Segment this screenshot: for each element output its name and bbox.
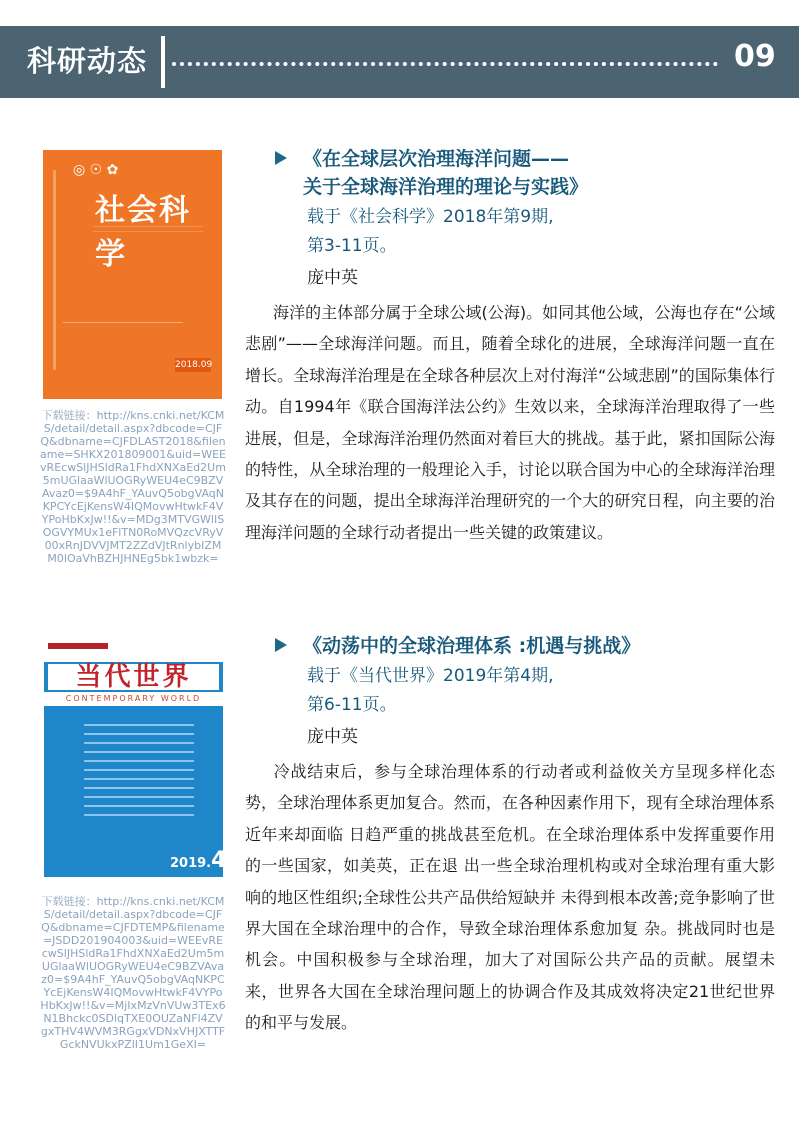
cover-year-tag: 2018.09 (175, 360, 213, 370)
article-title: 《在全球层次治理海洋问题—— 关于全球海洋治理的理论与实践》 (245, 145, 775, 201)
cover-masthead: 当代世界 (48, 664, 219, 690)
cover-english-title: CONTEMPORARY WORLD (44, 692, 223, 706)
article-abstract: 海洋的主体部分属于全球公域(公海)。如同其他公域，公海也存在“公域悲剧”——全球海洋问题。而且，随着全球化的进展，全球海洋问题一直在增长。全球海洋治理是在全球各种层次上对付海洋“公域悲剧”的国际集体行动。自1994年《联合国海洋法公约》生效以来，全球海洋治理取得了一些进展，但是，全球海洋治理仍然面对着巨大的挑战。基于此，紧扣国际公海的特性，从全球治理的一般理论入手，讨论以联合国为中心的全球海洋治理及其存在的问题，提出全球海洋治理研究的一个大的研究日程，向主要的治理海洋问题的全球行动者提出一些关键的政策建议。 (245, 303, 775, 542)
section-title: 科研动态 (27, 44, 148, 78)
page-header (0, 26, 799, 98)
download-link[interactable]: 下载链接：http://kns.cnki.net/KCMS/detail/detail.aspx?dbcode=CJFQ&dbname=CJFDTEMP&filename=JSDD201904003&uid=WEEvREcwSlJHSldRa1FhdXNXaEd2Um5mUGlaaWlUOGRyWEU4eC9BZVAvaz0=$9A4hF_YAuvQ5obgVAqNKPCYcEjKensW4IQMovwHtwkF4VYPoHbKxJw!!&v=MjIxMzVnVUw3TEx6N1Bhckc0SDlqTXE0OUZaNFl4ZVgxTHV4WVM3RGgxVDNxVHJXTTFGckNVUkxPZlI1Um1GeXI= (40, 895, 226, 1051)
header-divider (161, 36, 165, 88)
journal-cover-contemporary-world (44, 636, 227, 877)
article-title: 《动荡中的全球治理体系 :机遇与挑战》 (245, 632, 775, 660)
cover-issue: 2019.4 (170, 848, 227, 873)
logo-icons: ◎ ☉ ✿ (73, 162, 119, 178)
cover-masthead: 社会科学 (95, 193, 191, 272)
page-number: 09 (734, 39, 776, 74)
article-1 (245, 145, 775, 548)
journal-cover-social-sciences (43, 150, 222, 399)
header-dotted-line (172, 62, 718, 66)
article-author: 庞中英 (307, 268, 358, 288)
article-2 (245, 632, 775, 1039)
triangle-bullet-icon (275, 638, 287, 652)
article-author: 庞中英 (307, 727, 358, 747)
article-abstract: 冷战结束后，参与全球治理体系的行动者或利益攸关方呈现多样化态 势，全球治理体系更加复合。然而，在各种因素作用下，现有全球治理体系近年来却面临 日趋严重的挑战甚至危机。在全球治理体系中发挥重要作用的一些国家，如美英，正在退 出一些全球治理机构或对全球治理有重大影响的地区性组织;全球性公共产品供给短缺并 未得到根本改善;竞争影响了世界大国在全球治理中的合作，导致全球治理体系愈加复 杂。挑战同时也是机会。中国积极参与全球治理，加大了对国际公共产品的贡献。展望未 来，世界各大国在全球治理问题上的协调合作及其成效将决定21世纪世界的和平与发展。 (245, 762, 775, 1033)
download-link[interactable]: 下载链接：http://kns.cnki.net/KCMS/detail/detail.aspx?dbcode=CJFQ&dbname=CJFDLAST2018&filename=SHKX201809001&uid=WEEvREcwSlJHSldRa1FhdXNXaEd2Um5mUGlaaWlUOGRyWEU4eC9BZVAvaz0=$9A4hF_YAuvQ5obgVAqNKPCYcEjKensW4IQMovwHtwkF4VYPoHbKxJw!!&v=MDg3MTVGWlISOGVYMUx1eFlTN0RoMVQzcVRyV00xRnJDVVJMT2ZZdVJtRnlybIZMM0lOaVhBZHJHNEg5bk1wbzk= (40, 409, 227, 565)
article-citation: 载于《当代世界》2019年第4期, 第6-11页。 (307, 666, 554, 715)
triangle-bullet-icon (275, 151, 287, 165)
article-citation: 载于《社会科学》2018年第9期, 第3-11页。 (307, 207, 554, 256)
